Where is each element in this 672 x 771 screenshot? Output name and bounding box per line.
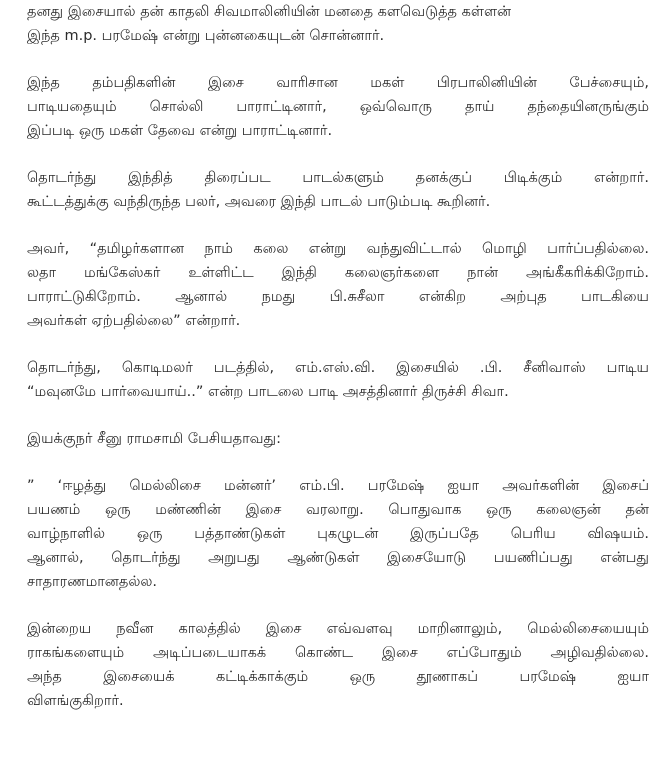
paragraph-line: இயக்குநர் சீனு ராமசாமி பேசியதாவது: [27,431,282,447]
paragraph-line: பயணம் ஒரு மண்ணின் இசை வரலாறு. பொதுவாக ஒரு கலைஞன் தன் [27,502,649,518]
article-paragraph [27,166,649,214]
article-paragraph [27,427,649,451]
article-body [27,0,649,736]
paragraph-line: இப்படி ஒரு மகள் தேவை என்று பாராட்டினார். [27,123,333,139]
paragraph-line: விளங்குகிறார். [27,693,124,709]
paragraph-line: பாடியதையும் சொல்லி பாராட்டினார், ஒவ்வொரு தாய் தந்தையினருங்கும் [27,99,649,115]
paragraph-line: தொடர்ந்து இந்தித் திரைப்பட பாடல்களும் தனக்குப் பிடிக்கும் என்றார். [27,170,649,186]
paragraph-line: அவர்கள் ஏற்பதில்லை” என்றார். [27,313,241,329]
article-paragraph [27,474,649,594]
paragraph-line: இந்த m.p. பரமேஷ் என்று புன்னகையுடன் சொன்னார். [27,28,385,44]
article-paragraph [27,617,649,713]
paragraph-line: ” ‘ஈழத்து மெல்லிசை மன்னர்’ எம்.பி. பரமேஷ் ஐயா அவர்களின் இசைப் [27,478,649,494]
paragraph-line: ராகங்களையும் அடிப்படையாகக் கொண்ட இசை எப்போதும் அழிவதில்லை. [27,645,649,661]
paragraph-line: பாராட்டுகிறோம். ஆனால் நமது பி.சுசீலா என்கிற அற்புத பாடகியை [27,289,649,305]
paragraph-line: கூட்டத்துக்கு வந்திருந்த பலர், அவரை இந்தி பாடல் பாடும்படி கூறினர். [27,194,491,210]
paragraph-line: இன்றைய நவீன காலத்தில் இசை எவ்வளவு மாறினாலும், மெல்லிசையையும் [27,621,649,637]
paragraph-line: தொடர்ந்து, கொடிமலர் படத்தில், எம்.எஸ்.வி. இசையில் .பி. சீனிவாஸ் பாடிய [27,360,649,376]
article-paragraph [27,356,649,404]
paragraph-line: இந்த தம்பதிகளின் இசை வாரிசான மகள் பிரபாலினியின் பேச்சையும், [27,75,649,91]
article-paragraph [27,0,649,48]
paragraph-line: லதா மங்கேஸ்கர் உள்ளிட்ட இந்தி கலைஞர்களை நான் அங்கீகரிக்கிறோம். [27,265,649,281]
paragraph-line: அந்த இசையைக் கட்டிக்காக்கும் ஒரு தூணாகப் பரமேஷ் ஐயா [27,669,649,685]
paragraph-line: “மவுனமே பார்வையாய்..” என்ற பாடலை பாடி அசத்தினார் திருச்சி சிவா. [27,384,509,400]
article-paragraph [27,237,649,333]
paragraph-line: ஆனால், தொடர்ந்து அறுபது ஆண்டுகள் இசையோடு பயணிப்பது என்பது [27,550,649,566]
article-paragraph [27,71,649,143]
paragraph-line: தனது இசையால் தன் காதலி சிவமாலினியின் மனதை களவெடுத்த கள்ளன் [27,4,512,20]
paragraph-line: சாதாரணமானதல்ல. [27,574,157,590]
paragraph-line: அவர், “தமிழர்களான நாம் கலை என்று வந்துவிட்டால் மொழி பார்ப்பதில்லை. [27,241,649,257]
paragraph-line: வாழ்நாளில் ஒரு பத்தாண்டுகள் புகழுடன் இருப்பதே பெரிய விஷயம். [27,526,649,542]
